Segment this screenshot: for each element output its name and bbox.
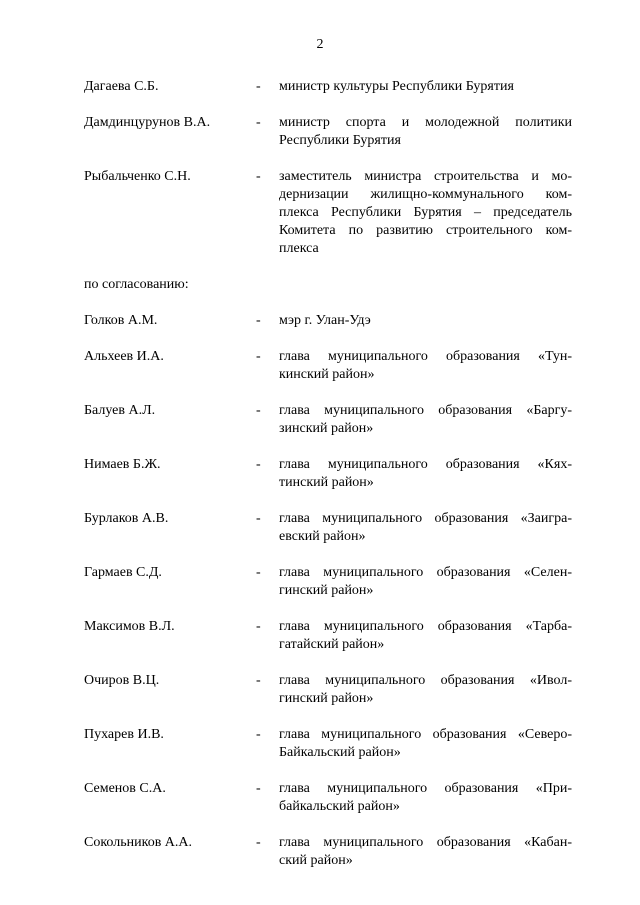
member-name: Голков А.М. — [84, 313, 158, 328]
member-row — [84, 726, 574, 762]
member-position-line: мэр г. Улан-Удэ — [279, 313, 371, 328]
member-row — [84, 672, 574, 708]
member-position-line: заместитель министра строительства и мо- — [279, 169, 572, 184]
member-position — [279, 348, 572, 384]
member-row — [84, 510, 574, 546]
member-row — [84, 312, 574, 330]
member-dash: - — [256, 349, 261, 364]
member-position-line: глава муниципального образования «Ивол- — [279, 673, 572, 688]
member-name: Сокольников А.А. — [84, 835, 193, 850]
member-position — [279, 834, 572, 870]
member-position-line: министр спорта и молодежной политики — [279, 115, 572, 130]
member-name: Балуев А.Л. — [84, 403, 156, 418]
member-position-line: глава муниципального образования «Заигра- — [279, 511, 572, 526]
member-position — [279, 402, 572, 438]
member-position-line: глава муниципального образования «Тарба- — [279, 619, 572, 634]
member-position-line: кинский район» — [279, 367, 375, 382]
member-name: Дамдинцурунов В.А. — [84, 115, 211, 130]
member-position-line: глава муниципального образования «Кях- — [279, 457, 572, 472]
member-name: Очиров В.Ц. — [84, 673, 160, 688]
member-row — [84, 618, 574, 654]
member-position-line: глава муниципального образования «Кабан- — [279, 835, 572, 850]
member-position-line: байкальский район» — [279, 799, 400, 814]
member-name: Рыбальченко С.Н. — [84, 169, 191, 184]
member-row — [84, 78, 574, 96]
member-list — [84, 78, 574, 888]
member-name: Нимаев Б.Ж. — [84, 457, 161, 472]
member-position — [279, 672, 572, 708]
member-dash: - — [256, 727, 261, 742]
member-position — [279, 618, 572, 654]
member-name: Пухарев И.В. — [84, 727, 164, 742]
member-dash: - — [256, 673, 261, 688]
member-row — [84, 402, 574, 438]
member-position — [279, 510, 572, 546]
member-position — [279, 168, 572, 258]
member-position-line: ский район» — [279, 853, 353, 868]
member-position — [279, 726, 572, 762]
member-row — [84, 168, 574, 258]
section-label-agreement: по согласованию: — [84, 277, 189, 292]
member-row — [84, 834, 574, 870]
member-position-line: министр культуры Республики Бурятия — [279, 79, 514, 94]
member-row — [84, 348, 574, 384]
member-dash: - — [256, 169, 261, 184]
member-row — [84, 114, 574, 150]
member-position-line: Байкальский район» — [279, 745, 401, 760]
member-position-line: тинский район» — [279, 475, 374, 490]
member-name: Дагаева С.Б. — [84, 79, 159, 94]
member-position — [279, 456, 572, 492]
member-row — [84, 564, 574, 600]
member-dash: - — [256, 511, 261, 526]
member-position-line: гинский район» — [279, 691, 374, 706]
member-position-line: плекса Республики Бурятия – председатель — [279, 205, 572, 220]
member-name: Гармаев С.Д. — [84, 565, 162, 580]
member-name: Бурлаков А.В. — [84, 511, 169, 526]
member-position — [279, 780, 572, 816]
member-dash: - — [256, 79, 261, 94]
member-position-line: Комитета по развитию строительного ком- — [279, 223, 572, 238]
member-position — [279, 78, 572, 96]
member-position-line: евский район» — [279, 529, 366, 544]
member-dash: - — [256, 115, 261, 130]
members-after — [84, 312, 574, 870]
member-position — [279, 114, 572, 150]
member-dash: - — [256, 781, 261, 796]
member-position-line: глава муниципального образования «Селен- — [279, 565, 572, 580]
member-name: Альхеев И.А. — [84, 349, 164, 364]
member-position-line: Республики Бурятия — [279, 133, 401, 148]
member-dash: - — [256, 457, 261, 472]
member-position-line: глава муниципального образования «Северо- — [279, 727, 572, 742]
member-dash: - — [256, 313, 261, 328]
member-position — [279, 564, 572, 600]
member-position-line: глава муниципального образования «Тун- — [279, 349, 572, 364]
member-dash: - — [256, 835, 261, 850]
member-dash: - — [256, 619, 261, 634]
member-row — [84, 780, 574, 816]
member-position-line: глава муниципального образования «При- — [279, 781, 572, 796]
member-row — [84, 456, 574, 492]
member-position-line: зинский район» — [279, 421, 374, 436]
member-position-line: гатайский район» — [279, 637, 385, 652]
member-position-line: плекса — [279, 241, 319, 256]
member-position-line: глава муниципального образования «Баргу- — [279, 403, 572, 418]
member-dash: - — [256, 403, 261, 418]
member-position-line: дернизации жилищно-коммунального ком- — [279, 187, 572, 202]
member-name: Максимов В.Л. — [84, 619, 175, 634]
member-position-line: гинский район» — [279, 583, 374, 598]
member-position — [279, 312, 572, 330]
page-number: 2 — [316, 37, 324, 52]
member-dash: - — [256, 565, 261, 580]
members-before — [84, 78, 574, 258]
member-name: Семенов С.А. — [84, 781, 166, 796]
